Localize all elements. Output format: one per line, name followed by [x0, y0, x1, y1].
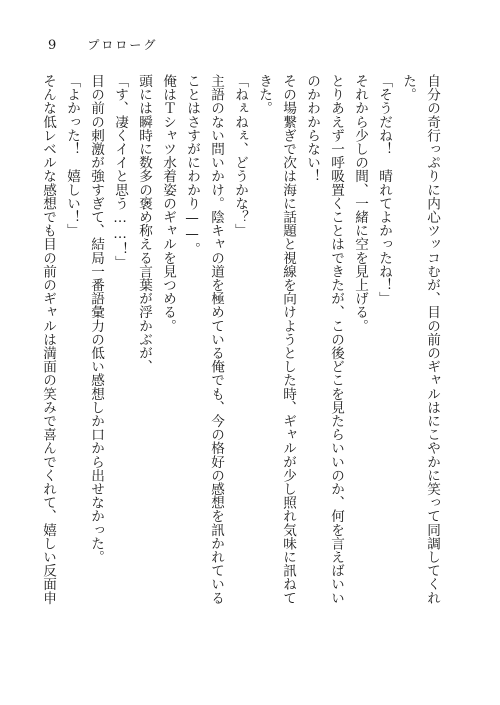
text-line: た。	[400, 74, 416, 102]
novel-body-text	[30, 74, 444, 664]
text-line: のかわからない！	[304, 74, 320, 183]
running-header	[48, 34, 157, 53]
page-number: 9	[48, 38, 57, 53]
text-line: 主語のない問いかけ。陰キャの道を極めている俺でも、今の格好の感想を訊かれている	[208, 74, 224, 605]
text-line: 「よかった！ 嬉しい！」	[64, 74, 80, 238]
chapter-title: プロローグ	[87, 38, 158, 52]
text-line: 目の前の刺激が強すぎて、結局一番語彙力の低い感想しか口から出せなかった。	[88, 74, 104, 564]
text-line: ことはさすがにわかり——。	[184, 74, 200, 256]
text-line: 頭には瞬時に数多の褒め称える言葉が浮かぶが、	[136, 74, 152, 374]
text-line: そんな低レベルな感想でも目の前のギャルは満面の笑みで喜んでくれて、嬉しい反面申	[40, 74, 56, 605]
text-line: 「ねぇねぇ、どうかな？」	[232, 74, 248, 238]
text-line: その場繋ぎで次は海に話題と視線を向けようとした時、ギャルが少し照れ気味に訊ねて	[280, 74, 296, 605]
text-line: 「そうだね！ 晴れてよかったね！」	[376, 74, 392, 306]
text-line: とりあえず一呼吸置くことはできたが、この後どこを見たらいいのか、何を言えばいい	[328, 74, 344, 605]
text-line: それから少しの間、一緒に空を見上げる。	[352, 74, 368, 333]
text-line: 「す、凄くイイと思う……！」	[112, 74, 128, 270]
text-line: 俺はＴシャツ水着姿のギャルを見つめる。	[160, 74, 176, 333]
text-line: きた。	[256, 74, 272, 115]
text-line: 自分の奇行っぷりに内心ツッコむが、目の前のギャルはにこやかに笑って同調してくれ	[424, 74, 440, 605]
